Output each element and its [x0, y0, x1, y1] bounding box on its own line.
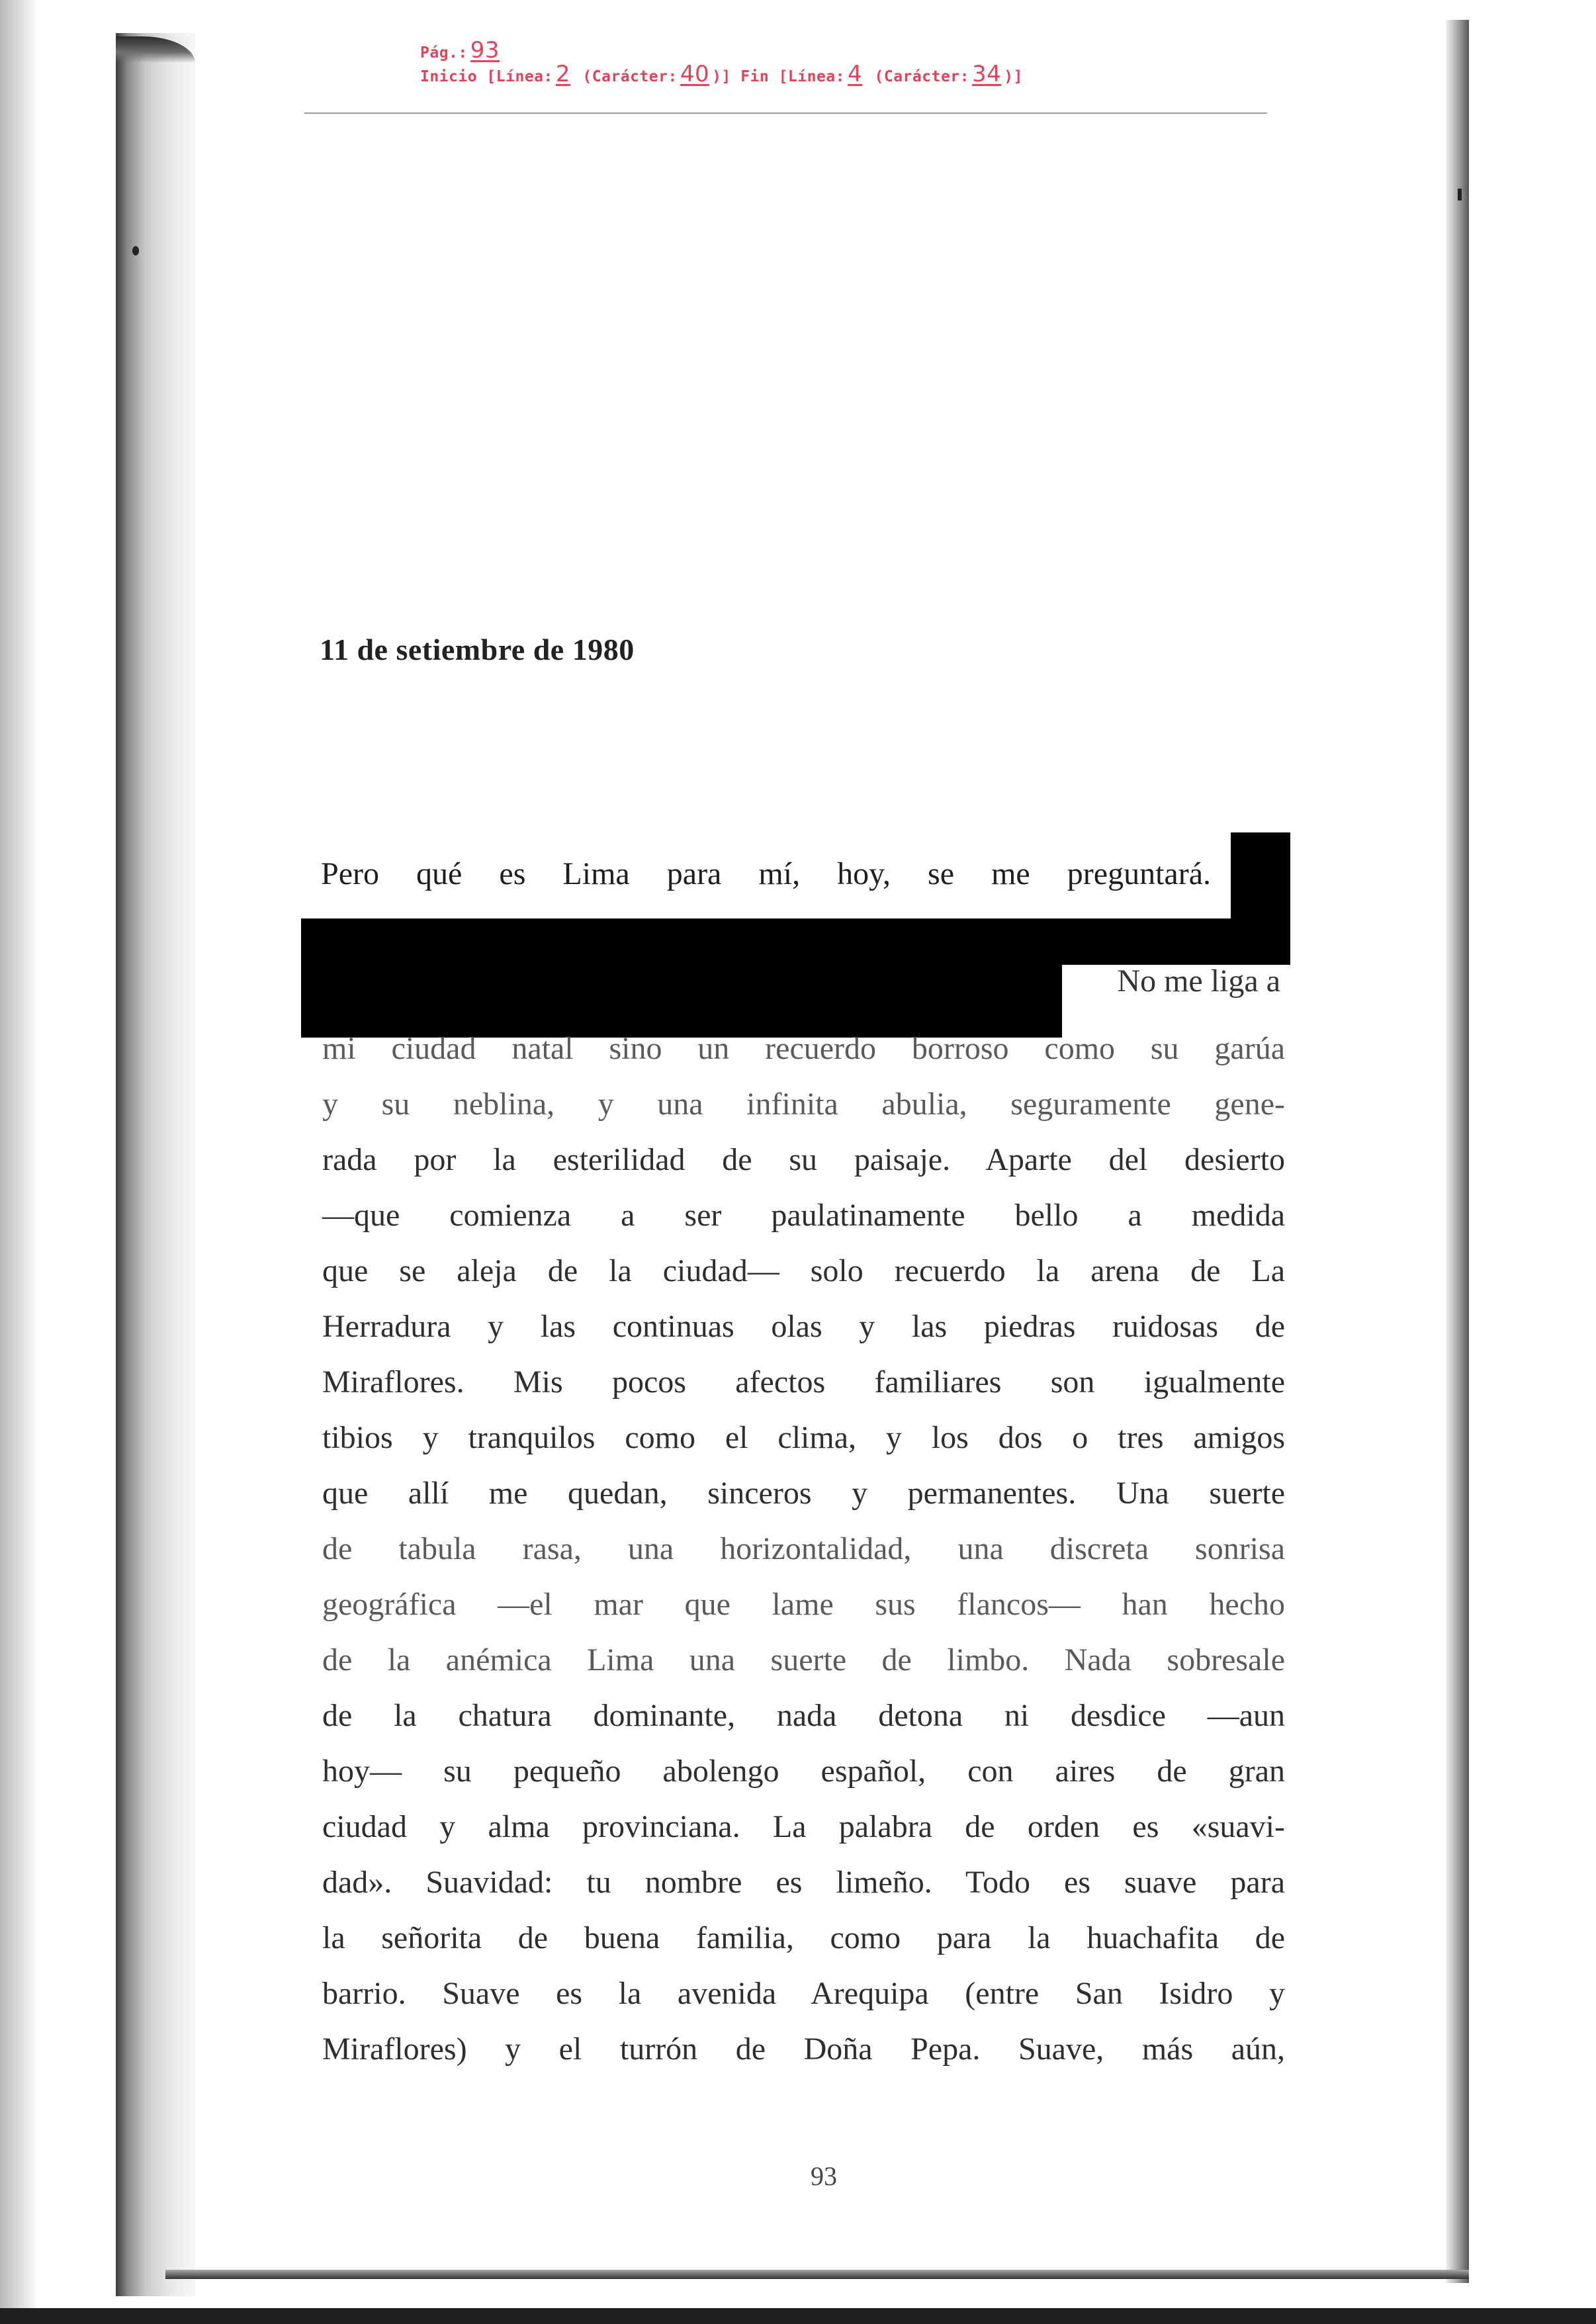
text-line: dad». Suavidad: tu nombre es limeño. Todo es suave para — [322, 1865, 1285, 1900]
stamp-page-label: Pág.: — [420, 44, 468, 62]
stamp-page-row — [420, 37, 1023, 64]
text-line: la señorita de buena familia, como para la huachafita de — [322, 1920, 1285, 1955]
text-line: de la anémica Lima una suerte de limbo. Nada sobresale — [322, 1642, 1285, 1677]
text-line: ciudad y alma provinciana. La palabra de orden es «suavi- — [322, 1809, 1285, 1844]
redaction-block — [1231, 832, 1290, 918]
book-edge-bottom — [165, 2270, 1469, 2279]
stamp-end-char-label: (Carácter: — [874, 68, 969, 85]
scan-speck-right — [1458, 189, 1462, 201]
book-edge-right — [1446, 20, 1469, 2283]
text-line: —que comienza a ser paulatinamente bello a medida — [322, 1198, 1285, 1233]
stamp-start-line: 2 — [555, 61, 571, 87]
header-divider — [304, 112, 1267, 114]
text-line: de la chatura dominante, nada detona ni desdice —aun — [322, 1698, 1285, 1733]
text-line: rada por la esterilidad de su paisaje. Aparte del desierto — [322, 1142, 1285, 1177]
stamp-page-value: 93 — [470, 37, 500, 64]
stamp-start-close: )] — [712, 68, 731, 85]
stamp-end-close: )] — [1004, 68, 1023, 85]
book-spine-edge — [116, 33, 195, 2296]
text-line: de tabula rasa, una horizontalidad, una discreta sonrisa — [322, 1531, 1285, 1566]
scan-bottom-band — [0, 2308, 1596, 2324]
text-line: barrio. Suave es la avenida Arequipa (entre San Isidro y — [322, 1976, 1285, 2011]
text-line: Miraflores) y el turrón de Doña Pepa. Suave, más aún, — [322, 2032, 1285, 2067]
stamp-range-row — [420, 61, 1023, 87]
text-line: mi ciudad natal sino un recuerdo borroso como su garúa — [322, 1031, 1285, 1066]
text-line: que allí me quedan, sinceros y permanentes. Una suerte — [322, 1476, 1285, 1511]
text-line: Herradura y las continuas olas y las piedras ruidosas de — [322, 1309, 1285, 1344]
page-number: 93 — [811, 2161, 837, 2191]
text-line: Miraflores. Mis pocos afectos familiares son igualmente — [322, 1364, 1285, 1400]
stamp-end-char: 34 — [972, 61, 1002, 87]
stamp-start-char-label: (Carácter: — [582, 68, 678, 85]
scan-speck — [132, 246, 139, 255]
stamp-end-line: 4 — [848, 61, 863, 87]
text-after-redaction: No me liga a — [1117, 963, 1280, 999]
text-line: hoy— su pequeño abolengo español, con aires de gran — [322, 1754, 1285, 1789]
citation-stamp — [420, 37, 1023, 87]
text-line: que se aleja de la ciudad— solo recuerdo la arena de La — [322, 1253, 1285, 1288]
body-paragraph — [322, 1021, 1285, 2077]
stamp-start-char: 40 — [680, 61, 710, 87]
stamp-start-label: Inicio [Línea: — [420, 68, 553, 85]
scan-shadow-left — [0, 0, 40, 2324]
text-line: tibios y tranquilos como el clima, y los dos o tres amigos — [322, 1420, 1285, 1455]
first-text-line: Pero qué es Lima para mí, hoy, se me preguntará. — [321, 856, 1211, 891]
stamp-end-label: Fin [Línea: — [740, 68, 846, 85]
text-line: y su neblina, y una infinita abulia, seguramente gene- — [322, 1087, 1285, 1122]
text-line: geográfica —el mar que lame sus flancos— han hecho — [322, 1587, 1285, 1622]
entry-date-heading: 11 de setiembre de 1980 — [320, 633, 635, 666]
